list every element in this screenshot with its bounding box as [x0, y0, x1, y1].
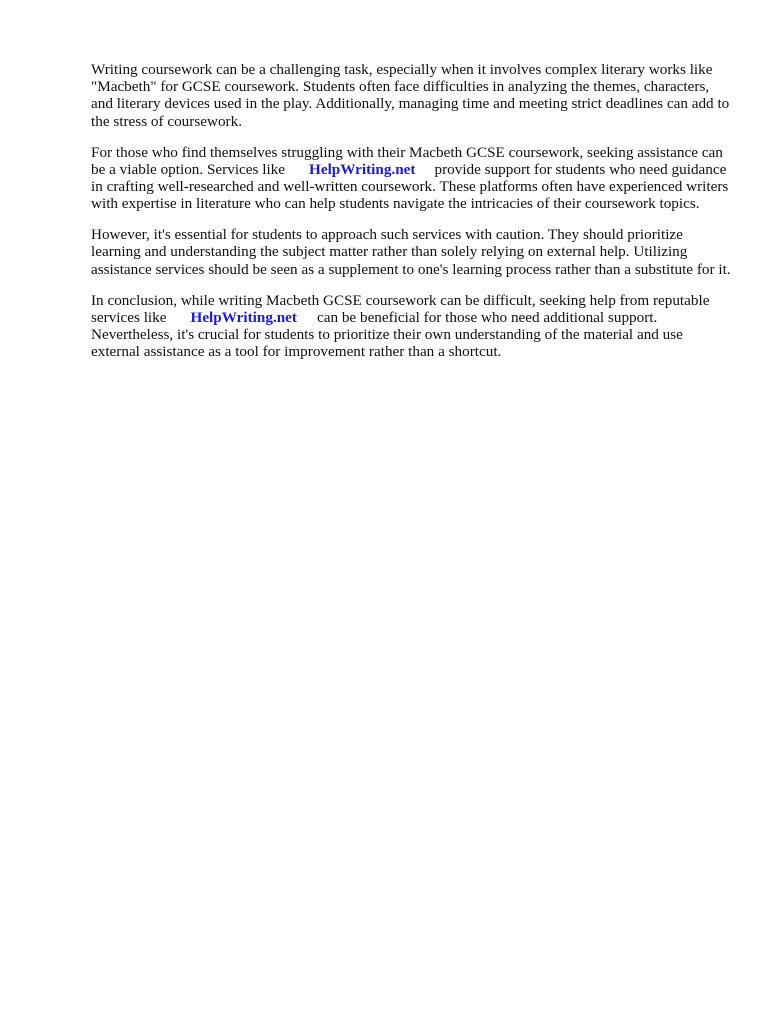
paragraph-services-before: For those who find themselves struggling with their Macbeth GCSE coursework, seeking assistance can be a viable option. Services like: [91, 143, 723, 178]
paragraph-services: [91, 144, 731, 213]
helpwriting-link[interactable]: HelpWriting.net: [309, 160, 416, 178]
paragraph-caution-text: However, it's essential for students to approach such services with caution. They should prioritize learning and understanding the subject matter rather than solely relying on external help. Utilizing assistance services should be seen as a supplement to one's learning process rather than a substitute for it.: [91, 226, 731, 278]
paragraph-intro-text: Writing coursework can be a challenging task, especially when it involves complex literary works like "Macbeth" for GCSE coursework. Students often face difficulties in analyzing the themes, characters, and literary devices used in the play. Additionally, managing time and meeting strict deadlines can add to the stress of coursework.: [91, 61, 730, 130]
paragraph-conclusion-before: In conclusion, while writing Macbeth GCSE coursework can be difficult, seeking help from reputable services like: [91, 291, 710, 326]
helpwriting-link-conclusion[interactable]: HelpWriting.net: [190, 308, 297, 326]
paragraph-conclusion-after: can be beneficial for those who need additional support. Nevertheless, it's crucial for students to prioritize their own understanding of the material and use external assistance as a tool for improvement rather than a shortcut.: [91, 308, 683, 361]
paragraph-conclusion: [91, 292, 731, 361]
document-page: [91, 61, 731, 374]
paragraph-services-after: provide support for students who need guidance in crafting well-researched and well-written coursework. These platforms often have experienced writers with expertise in literature who can help students navigate the intricacies of their coursework topics.: [91, 160, 729, 213]
paragraph-intro: [91, 61, 731, 130]
paragraph-caution: [91, 226, 731, 278]
